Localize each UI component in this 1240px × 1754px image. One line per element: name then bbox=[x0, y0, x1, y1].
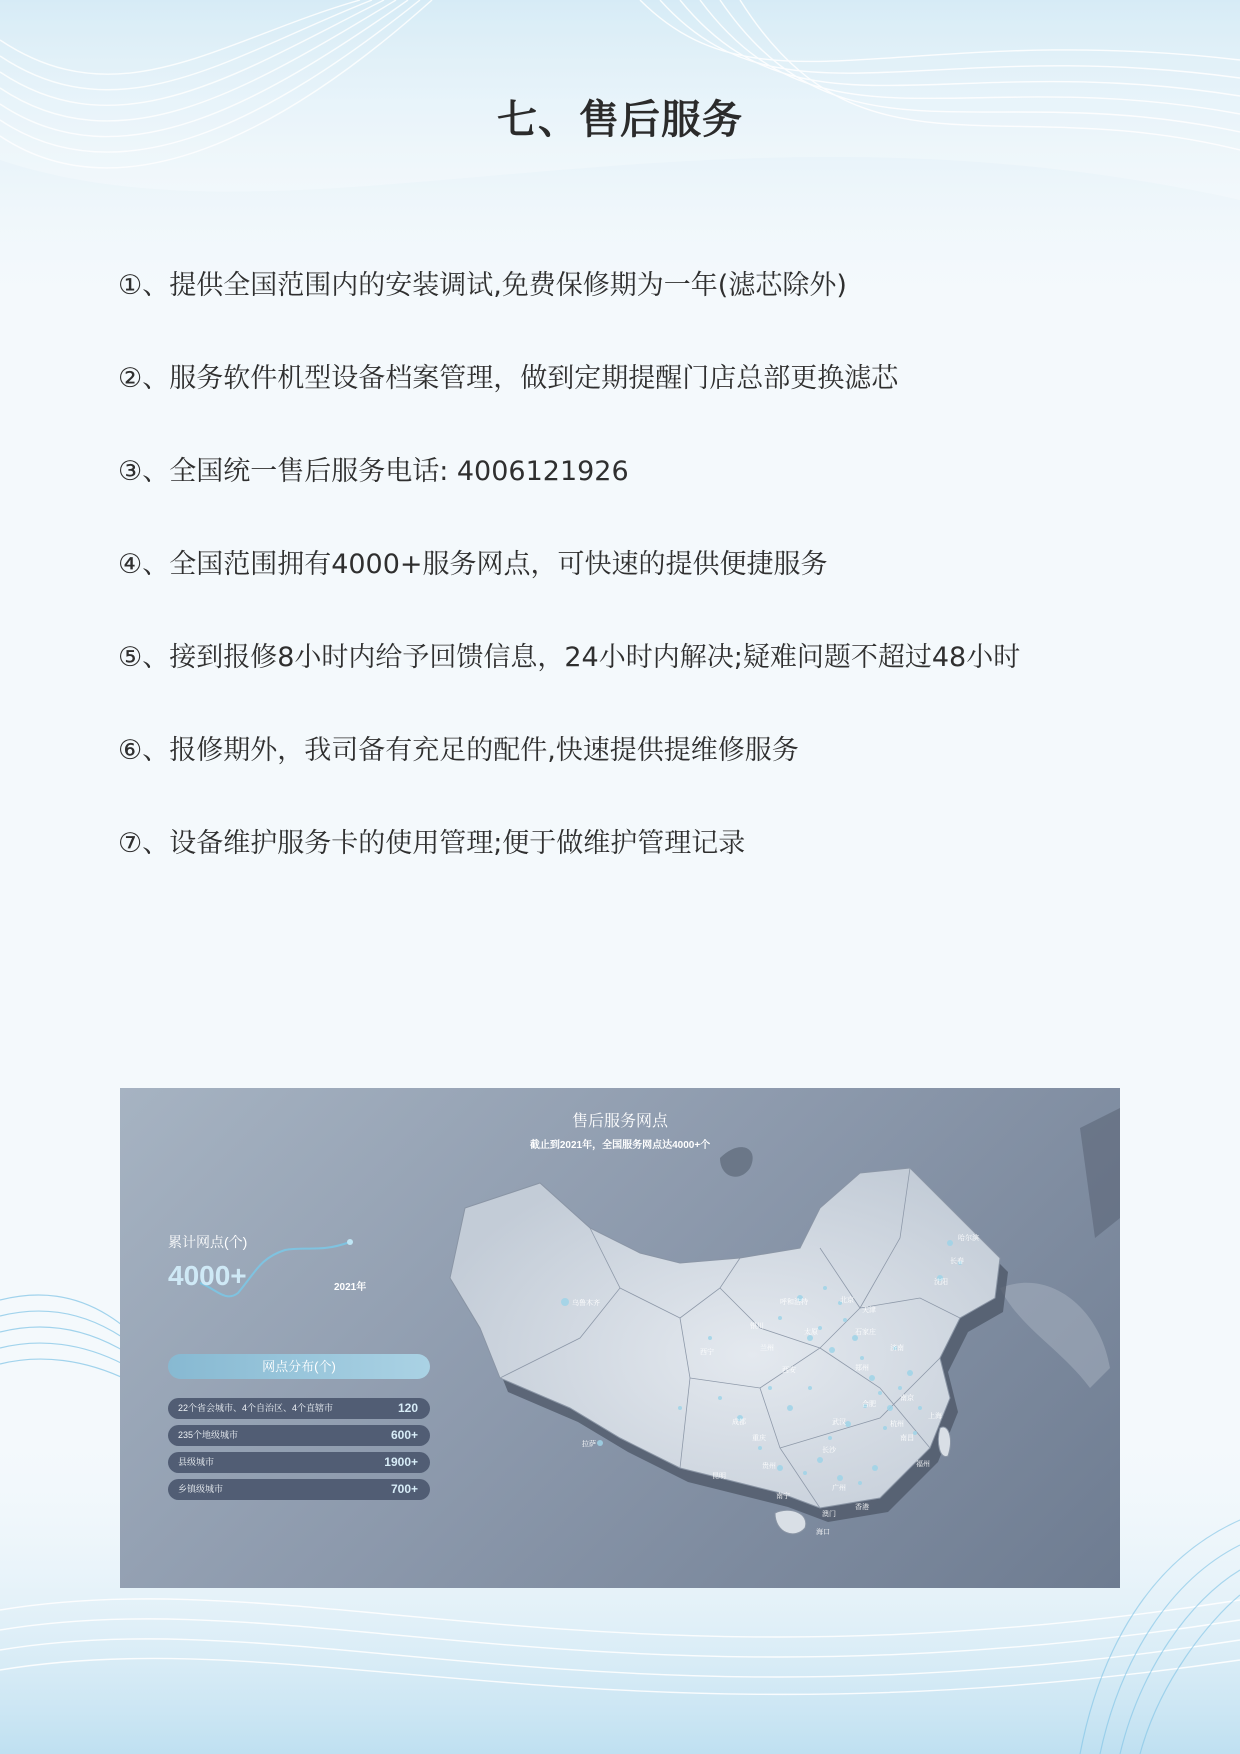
city-label: 拉萨 bbox=[582, 1440, 596, 1448]
service-list bbox=[118, 270, 1138, 921]
map-title: 售后服务网点 bbox=[571, 1113, 668, 1130]
city-label: 南昌 bbox=[900, 1434, 914, 1442]
distribution-row bbox=[168, 1452, 430, 1473]
distribution-header: 网点分布(个) bbox=[168, 1354, 430, 1379]
service-network-map bbox=[120, 1088, 1120, 1588]
city-label: 济南 bbox=[890, 1344, 904, 1352]
service-item-1: ①、提供全国范围内的安装调试,免费保修期为一年(滤芯除外) bbox=[118, 270, 847, 301]
city-label: 乌鲁木齐 bbox=[572, 1299, 600, 1307]
map-subtitle: 截止到2021年，全国服务网点达4000+个 bbox=[529, 1140, 711, 1151]
distribution-name: 235个地级城市 bbox=[178, 1430, 239, 1440]
sparkline-endpoint bbox=[347, 1239, 353, 1245]
city-label: 福州 bbox=[916, 1460, 930, 1468]
page-title: 七、售后服务 bbox=[497, 97, 743, 143]
city-label: 贵州 bbox=[762, 1462, 776, 1470]
city-label: 长春 bbox=[950, 1257, 964, 1265]
city-label: 香港 bbox=[855, 1503, 869, 1511]
city-label: 呼和浩特 bbox=[780, 1298, 808, 1306]
city-label: 沈阳 bbox=[934, 1278, 948, 1286]
city-label: 广州 bbox=[832, 1484, 846, 1492]
city-label: 重庆 bbox=[752, 1434, 766, 1442]
city-label: 北京 bbox=[840, 1296, 854, 1304]
service-item-5: ⑤、接到报修8小时内给予回馈信息，24小时内解决;疑难问题不超过48小时 bbox=[118, 642, 1021, 673]
service-item-7: ⑦、设备维护服务卡的使用管理;便于做维护管理记录 bbox=[118, 828, 746, 859]
city-label: 银川 bbox=[750, 1322, 764, 1330]
city-label: 南京 bbox=[900, 1394, 914, 1402]
distribution-count: 1900+ bbox=[384, 1455, 418, 1469]
city-label: 郑州 bbox=[855, 1364, 869, 1372]
china-map-graphic bbox=[120, 1088, 1120, 1588]
city-label: 澳门 bbox=[822, 1510, 836, 1518]
distribution-row bbox=[168, 1398, 430, 1419]
distribution-count: 600+ bbox=[390, 1428, 418, 1442]
distribution-name: 22个省会城市、4个自治区、4个直辖市 bbox=[178, 1403, 334, 1413]
distribution-count: 120 bbox=[397, 1401, 418, 1415]
city-label: 南宁 bbox=[776, 1492, 790, 1500]
city-label: 长沙 bbox=[822, 1446, 836, 1454]
distribution-list bbox=[168, 1398, 430, 1506]
cumulative-value: 4000+ bbox=[168, 1260, 247, 1291]
city-label: 西宁 bbox=[700, 1348, 714, 1356]
distribution-row bbox=[168, 1425, 430, 1446]
city-label: 西安 bbox=[782, 1366, 796, 1374]
city-label: 杭州 bbox=[890, 1420, 904, 1428]
city-label: 昆明 bbox=[712, 1472, 726, 1480]
cumulative-year: 2021年 bbox=[334, 1282, 367, 1293]
city-label: 兰州 bbox=[760, 1344, 774, 1352]
distribution-name: 县级城市 bbox=[178, 1457, 215, 1467]
service-item-2: ②、服务软件机型设备档案管理，做到定期提醒门店总部更换滤芯 bbox=[118, 363, 899, 394]
city-label: 海口 bbox=[816, 1528, 830, 1536]
city-label: 武汉 bbox=[832, 1418, 846, 1426]
service-item-4: ④、全国范围拥有4000+服务网点，可快速的提供便捷服务 bbox=[118, 549, 828, 580]
city-label: 合肥 bbox=[862, 1400, 876, 1408]
distribution-count: 700+ bbox=[390, 1482, 418, 1496]
distribution-row bbox=[168, 1479, 430, 1500]
service-item-6: ⑥、报修期外，我司备有充足的配件,快速提供提维修服务 bbox=[118, 735, 799, 766]
china-mainland-shape bbox=[450, 1168, 1000, 1508]
cumulative-label: 累计网点(个) bbox=[168, 1234, 248, 1250]
distribution-name: 乡镇级城市 bbox=[178, 1484, 224, 1494]
city-label: 天津 bbox=[862, 1306, 876, 1314]
city-label: 成都 bbox=[732, 1418, 746, 1426]
city-label: 太原 bbox=[804, 1328, 818, 1336]
city-label: 上海 bbox=[928, 1412, 942, 1420]
city-label: 哈尔滨 bbox=[958, 1234, 979, 1242]
service-item-3: ③、全国统一售后服务电话: 4006121926 bbox=[118, 456, 629, 487]
city-label: 石家庄 bbox=[855, 1328, 876, 1336]
